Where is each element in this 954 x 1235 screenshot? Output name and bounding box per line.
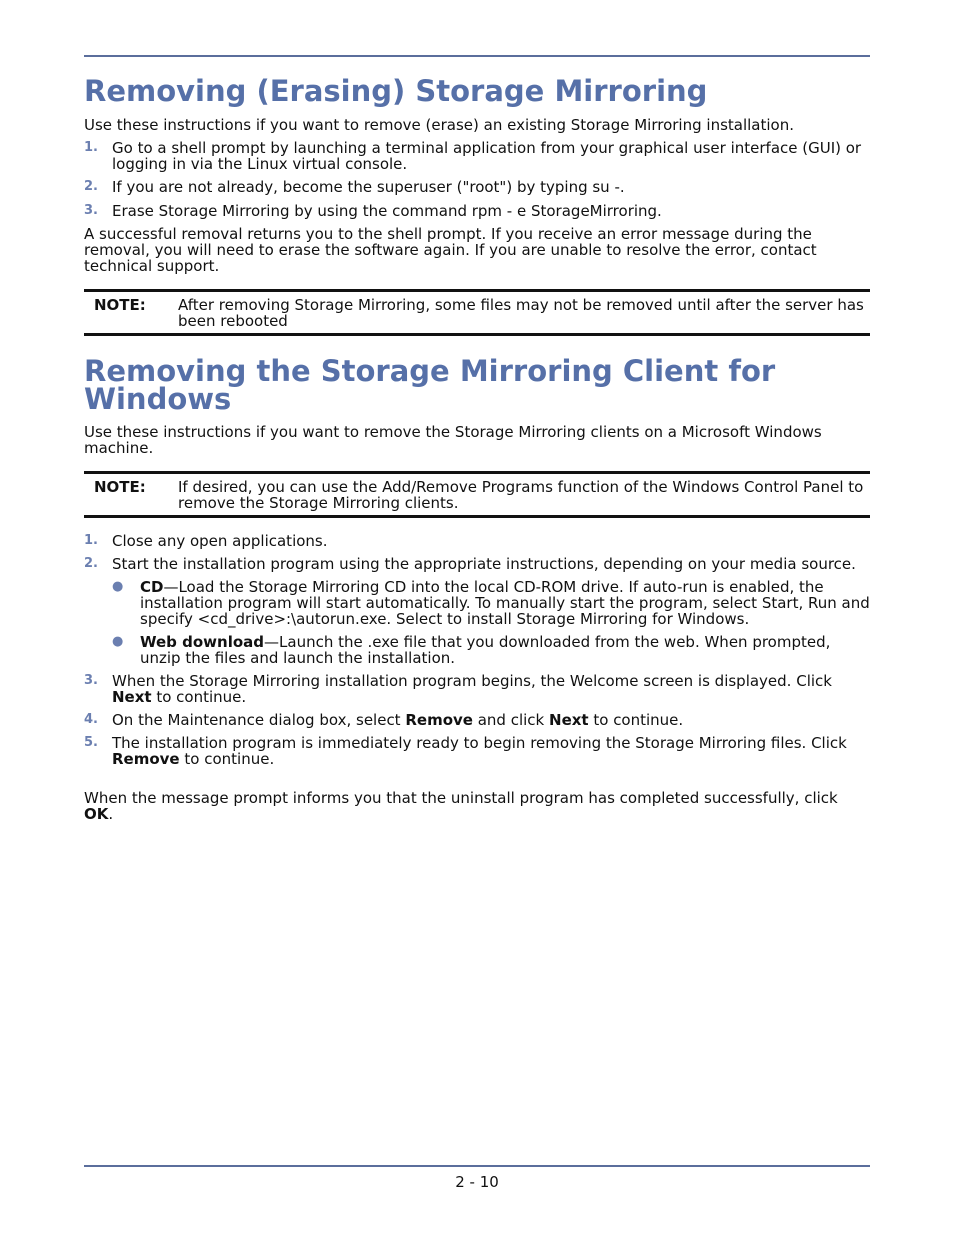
closing-text: When the message prompt informs you that the uninstall program has completed successfully, click	[84, 789, 838, 807]
list-item	[112, 634, 870, 666]
step-text: On the Maintenance dialog box, select	[112, 711, 406, 729]
section1-title: Removing (Erasing) Storage Mirroring	[84, 74, 708, 108]
step-number: 2.	[84, 556, 98, 571]
step-bold: Next	[549, 711, 589, 729]
step-text: If you are not already, become the superuser ("root") by typing su -.	[112, 178, 625, 196]
section2-intro: Use these instructions if you want to remove the Storage Mirroring clients on a Microsoft Windows machine.	[84, 423, 822, 457]
step-bold: Remove	[112, 750, 180, 768]
step-text: Close any open applications.	[112, 532, 328, 550]
step-number: 3.	[84, 673, 98, 688]
note-label: NOTE:	[94, 296, 146, 314]
list-item	[84, 556, 870, 666]
note-box-2	[84, 471, 870, 518]
section2-steps	[84, 533, 870, 767]
bullet-text: —Load the Storage Mirroring CD into the local CD-ROM drive. If auto-run is enabled, the installation program will start automatically. To manually start the program, select Start, Run and specify <cd_drive>:\autorun.exe. Select to install Storage Mirroring for Windows.	[140, 578, 870, 628]
bullet-term: CD	[140, 578, 164, 596]
bullet-text: —Launch the .exe file that you downloaded from the web. When prompted, unzip the files and launch the installation.	[140, 633, 831, 667]
section1-result: A successful removal returns you to the shell prompt. If you receive an error message during the removal, you will need to erase the software again. If you are unable to resolve the error, contact technical support.	[84, 225, 817, 275]
section2-closing	[84, 790, 870, 822]
list-item	[84, 712, 870, 728]
page-number: 2 - 10	[455, 1173, 499, 1191]
step-number: 1.	[84, 533, 98, 548]
step-text: to continue.	[151, 688, 247, 706]
step-bold: Next	[112, 688, 152, 706]
list-item	[84, 140, 870, 172]
note-text: After removing Storage Mirroring, some files may not be removed until after the server has been rebooted	[178, 296, 864, 330]
bullet-dot-icon: ●	[112, 634, 124, 649]
footer-rule	[84, 1165, 870, 1167]
section2-title: Removing the Storage Mirroring Client for Windows	[84, 354, 776, 416]
list-item	[84, 533, 870, 549]
step-number: 3.	[84, 203, 98, 218]
note-label: NOTE:	[94, 478, 146, 496]
step-text: Erase Storage Mirroring by using the command rpm - e StorageMirroring.	[112, 202, 662, 220]
list-item	[84, 735, 870, 767]
list-item	[112, 579, 870, 627]
list-item	[84, 203, 870, 219]
step-text: and click	[472, 711, 550, 729]
step-number: 1.	[84, 140, 98, 155]
step-number: 4.	[84, 712, 98, 727]
media-source-bullets	[112, 579, 870, 666]
step-text: Go to a shell prompt by launching a terminal application from your graphical user interface (GUI) or logging in via the Linux virtual console.	[112, 139, 862, 173]
section1-steps	[84, 140, 870, 219]
bullet-dot-icon: ●	[112, 579, 124, 594]
step-text: Start the installation program using the appropriate instructions, depending on your media source.	[112, 555, 856, 573]
list-item	[84, 673, 870, 705]
closing-text-end: .	[108, 805, 114, 823]
note-box-1	[84, 289, 870, 336]
step-number: 5.	[84, 735, 98, 750]
step-bold: Remove	[405, 711, 473, 729]
step-number: 2.	[84, 179, 98, 194]
step-text: to continue.	[179, 750, 275, 768]
section1-intro: Use these instructions if you want to remove (erase) an existing Storage Mirroring installation.	[84, 116, 794, 134]
header-rule	[84, 55, 870, 57]
step-text: to continue.	[588, 711, 684, 729]
step-text: The installation program is immediately ready to begin removing the Storage Mirroring files. Click	[112, 734, 847, 752]
bullet-term: Web download	[140, 633, 265, 651]
closing-bold: OK	[84, 805, 109, 823]
note-text: If desired, you can use the Add/Remove Programs function of the Windows Control Panel to remove the Storage Mirroring clients.	[178, 478, 864, 512]
list-item	[84, 179, 870, 195]
step-text: When the Storage Mirroring installation program begins, the Welcome screen is displayed. Click	[112, 672, 832, 690]
